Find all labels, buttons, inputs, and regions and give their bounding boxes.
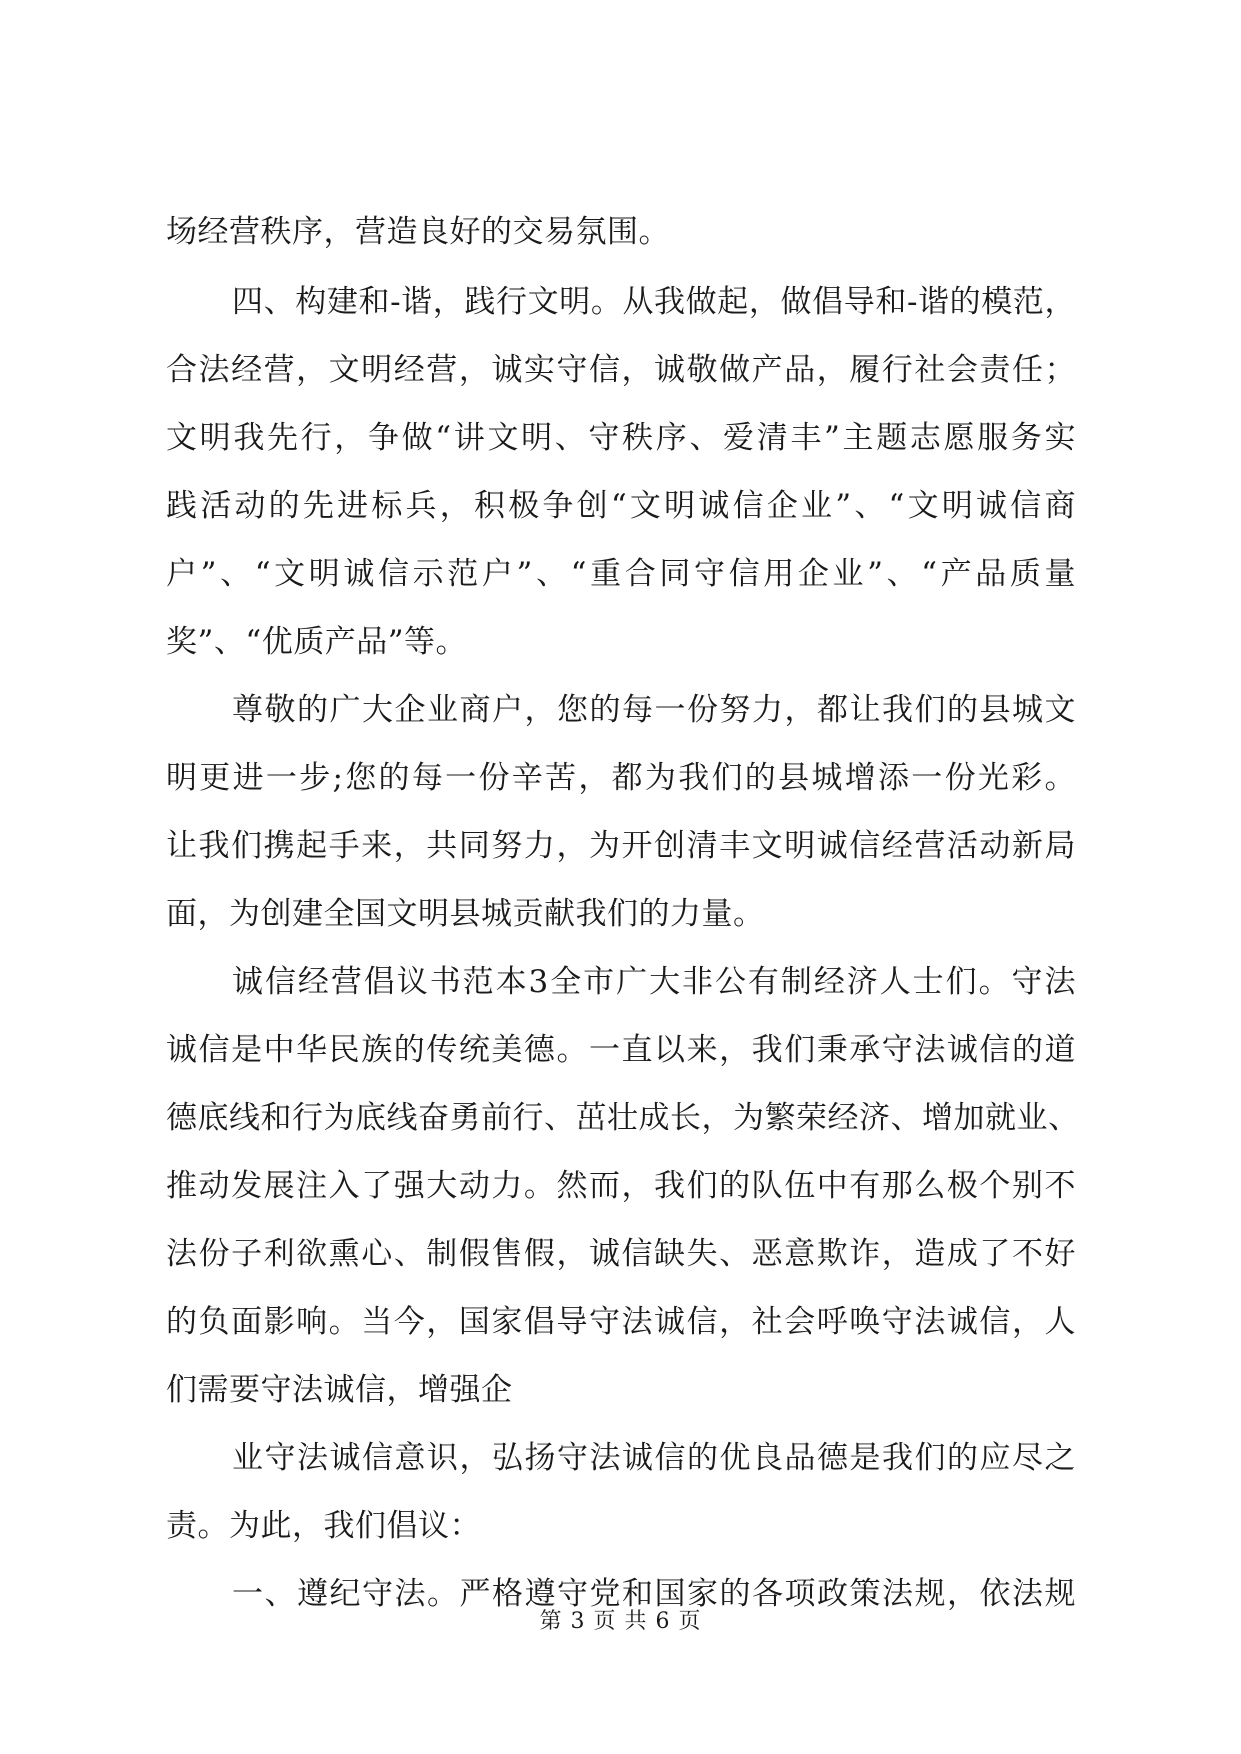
text-line-18: 们需要守法诚信，增强企 xyxy=(166,1372,513,1408)
text-line-17: 的负面影响。当今，国家倡导守法诚信，社会呼唤守法诚信，人 xyxy=(166,1304,1076,1340)
text-line-7: 奖”、“优质产品”等。 xyxy=(166,624,468,660)
page-number-footer: 第 3 页 共 6 页 xyxy=(539,1609,702,1634)
text-line-16: 法份子利欲熏心、制假售假，诚信缺失、恶意欺诈，造成了不好 xyxy=(166,1236,1076,1272)
text-line-14: 德底线和行为底线奋勇前行、茁壮成长，为繁荣经济、增加就业、 xyxy=(166,1100,1080,1136)
text-line-1: 场经营秩序，营造良好的交易氛围。 xyxy=(166,214,670,250)
text-line-12: 诚信经营倡议书范本3全市广大非公有制经济人士们。守法 xyxy=(232,964,1076,1000)
text-line-20: 责。为此，我们倡议： xyxy=(166,1508,481,1544)
text-line-21: 一、遵纪守法。严格遵守党和国家的各项政策法规，依法规 xyxy=(232,1576,1076,1612)
text-line-3: 合法经营，文明经营，诚实守信，诚敬做产品，履行社会责任； xyxy=(166,352,1076,388)
text-line-15: 推动发展注入了强大动力。然而，我们的队伍中有那么极个别不 xyxy=(166,1168,1076,1204)
text-line-2: 四、构建和-谐，践行文明。从我做起，做倡导和-谐的模范， xyxy=(232,284,1076,320)
text-line-8: 尊敬的广大企业商户，您的每一份努力，都让我们的县城文 xyxy=(232,692,1076,728)
text-line-9: 明更进一步;您的每一份辛苦，都为我们的县城增添一份光彩。 xyxy=(166,760,1076,796)
text-line-4: 文明我先行，争做“讲文明、守秩序、爱清丰”主题志愿服务实 xyxy=(166,420,1076,456)
text-line-11: 面，为创建全国文明县城贡献我们的力量。 xyxy=(166,896,765,932)
text-line-19: 业守法诚信意识，弘扬守法诚信的优良品德是我们的应尽之 xyxy=(232,1440,1076,1476)
text-line-5: 践活动的先进标兵，积极争创“文明诚信企业”、“文明诚信商 xyxy=(166,488,1076,524)
text-line-13: 诚信是中华民族的传统美德。一直以来，我们秉承守法诚信的道 xyxy=(166,1032,1076,1068)
text-line-10: 让我们携起手来，共同努力，为开创清丰文明诚信经营活动新局 xyxy=(166,828,1076,864)
text-line-6: 户”、“文明诚信示范户”、“重合同守信用企业”、“产品质量 xyxy=(166,556,1076,592)
